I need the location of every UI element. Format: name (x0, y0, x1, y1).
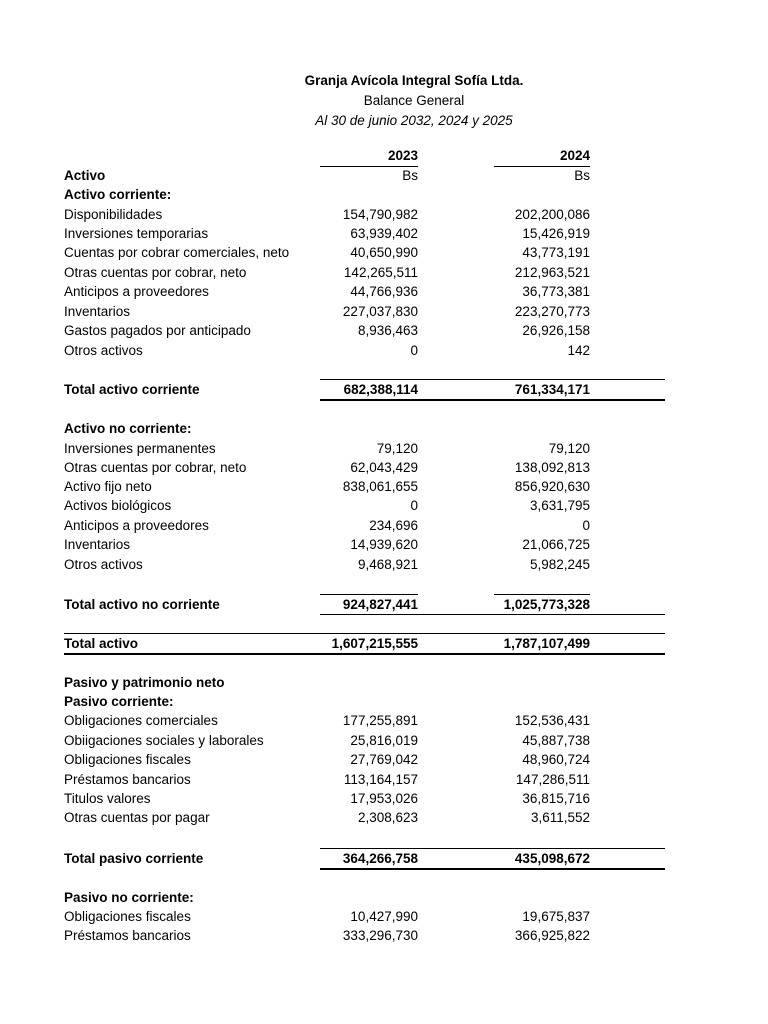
row-value-2024: 19,675,837 (522, 909, 590, 924)
row-value-2023: 79,120 (376, 441, 418, 456)
total-pasivo-corriente-2023: 364,266,758 (342, 851, 418, 866)
row-value-2024: 138,092,813 (514, 460, 590, 475)
row-value-2024: 223,270,773 (514, 304, 590, 319)
report-period: Al 30 de junio 2032, 2024 y 2025 (315, 113, 513, 128)
row-label: Inversiones temporarias (64, 226, 209, 241)
row-label: Otros activos (64, 343, 143, 358)
row-value-2023: 2,308,623 (357, 810, 418, 825)
row-value-2024: 202,200,086 (514, 207, 590, 222)
row-label: Inversiones permanentes (64, 441, 216, 456)
row-value-2023: 142,265,511 (343, 265, 418, 280)
row-value-2023: 227,037,830 (342, 304, 418, 319)
row-value-2024: 366,925,822 (514, 928, 590, 943)
row-label: Obligaciones comerciales (64, 713, 218, 728)
row-value-2023: 17,953,026 (350, 791, 418, 806)
row-value-2023: 10,427,990 (350, 909, 418, 924)
row-value-2023: 0 (410, 498, 418, 513)
row-label: Obiigaciones sociales y laborales (64, 733, 264, 748)
row-value-2024: 36,773,381 (522, 284, 590, 299)
row-value-2024: 212,963,521 (514, 265, 590, 280)
row-label: Préstamos bancarios (64, 928, 191, 943)
row-label: Obligaciones fiscales (64, 752, 191, 767)
row-value-2024: 48,960,724 (522, 752, 590, 767)
row-value-2024: 142 (567, 343, 590, 358)
row-value-2023: 177,255,891 (342, 713, 418, 728)
grand-total-rule-bottom (64, 653, 665, 655)
section-title-pasivo: Pasivo y patrimonio neto (64, 675, 225, 690)
row-value-2024: 0 (582, 518, 590, 533)
row-value-2024: 36,815,716 (522, 791, 590, 806)
row-label: Activo fijo neto (64, 479, 152, 494)
column-year-2023: 2023 (387, 148, 418, 163)
row-label: Cuentas por cobrar comerciales, neto (64, 245, 290, 260)
subsection-title-activo-corriente: Activo corriente: (64, 187, 172, 202)
row-value-2023: 25,816,019 (350, 733, 418, 748)
report-header (0, 71, 768, 131)
row-value-2024: 5,982,245 (529, 557, 590, 572)
total-activo-label: Total activo (64, 636, 139, 651)
company-name: Granja Avícola Integral Sofía Ltda. (304, 73, 524, 88)
total-activo-corriente-2023: 682,388,114 (343, 382, 418, 397)
total-activo-corriente-label: Total activo corriente (64, 382, 200, 397)
row-value-2024: 147,286,511 (515, 772, 590, 787)
row-value-2023: 63,939,402 (350, 226, 418, 241)
subsection-title-pasivo-corriente: Pasivo corriente: (64, 694, 174, 709)
row-label: Otras cuentas por pagar (64, 810, 210, 825)
subsection-title-activo-no-corriente: Activo no corriente: (64, 421, 192, 436)
currency-2024: Bs (574, 168, 590, 183)
total-activo-corriente-2024: 761,334,171 (514, 382, 590, 397)
row-label: Otros activos (64, 557, 143, 572)
total-activo-2024: 1,787,107,499 (503, 636, 590, 651)
row-value-2024: 3,611,552 (530, 810, 590, 825)
row-label: Titulos valores (64, 791, 151, 806)
row-value-2023: 838,061,655 (342, 479, 418, 494)
subsection-title-pasivo-no-corriente: Pasivo no corriente: (64, 890, 194, 905)
row-value-2024: 26,926,158 (522, 323, 590, 338)
total-rule-bottom (320, 614, 665, 615)
row-value-2023: 0 (410, 343, 418, 358)
row-label: Activos biológicos (64, 498, 172, 513)
row-value-2023: 333,296,730 (342, 928, 418, 943)
statement-title: Balance General (363, 93, 465, 108)
row-value-2024: 15,426,919 (522, 226, 590, 241)
row-value-2024: 152,536,431 (514, 713, 590, 728)
column-year-2024: 2024 (559, 148, 590, 163)
row-label: Obligaciones fiscales (64, 909, 191, 924)
total-activo-no-corriente-2023: 924,827,441 (342, 597, 418, 612)
row-label: Otras cuentas por cobrar, neto (64, 460, 247, 475)
row-label: Anticipos a proveedores (64, 284, 209, 299)
total-pasivo-corriente-label: Total pasivo corriente (64, 851, 204, 866)
row-value-2023: 9,468,921 (357, 557, 418, 572)
row-value-2023: 234,696 (369, 518, 418, 533)
currency-2023: Bs (402, 168, 418, 183)
row-value-2023: 44,766,936 (350, 284, 418, 299)
row-value-2024: 45,887,738 (522, 733, 590, 748)
row-value-2023: 62,043,429 (350, 460, 418, 475)
row-value-2023: 14,939,620 (350, 537, 418, 552)
row-value-2024: 21,066,725 (522, 537, 590, 552)
row-value-2023: 154,790,982 (342, 207, 418, 222)
row-label: Gastos pagados por anticipado (64, 323, 251, 338)
row-value-2023: 113,164,157 (343, 772, 418, 787)
row-value-2024: 79,120 (548, 441, 590, 456)
row-value-2023: 27,769,042 (350, 752, 418, 767)
total-activo-2023: 1,607,215,555 (331, 636, 418, 651)
total-pasivo-corriente-2024: 435,098,672 (514, 851, 590, 866)
total-rule-bottom (320, 868, 665, 870)
total-rule-bottom (320, 399, 665, 401)
total-activo-no-corriente-2024: 1,025,773,328 (503, 597, 590, 612)
total-activo-no-corriente-label: Total activo no corriente (64, 597, 220, 612)
row-value-2024: 856,920,630 (514, 479, 590, 494)
row-value-2024: 43,773,191 (522, 245, 590, 260)
section-title-activo: Activo (64, 168, 106, 183)
row-label: Inventarios (64, 537, 131, 552)
row-label: Disponibilidades (64, 207, 163, 222)
row-label: Inventarios (64, 304, 131, 319)
row-label: Préstamos bancarios (64, 772, 191, 787)
row-value-2023: 40,650,990 (350, 245, 418, 260)
row-value-2024: 3,631,795 (529, 498, 590, 513)
row-label: Anticipos a proveedores (64, 518, 209, 533)
row-label: Otras cuentas por cobrar, neto (64, 265, 247, 280)
row-value-2023: 8,936,463 (357, 323, 418, 338)
